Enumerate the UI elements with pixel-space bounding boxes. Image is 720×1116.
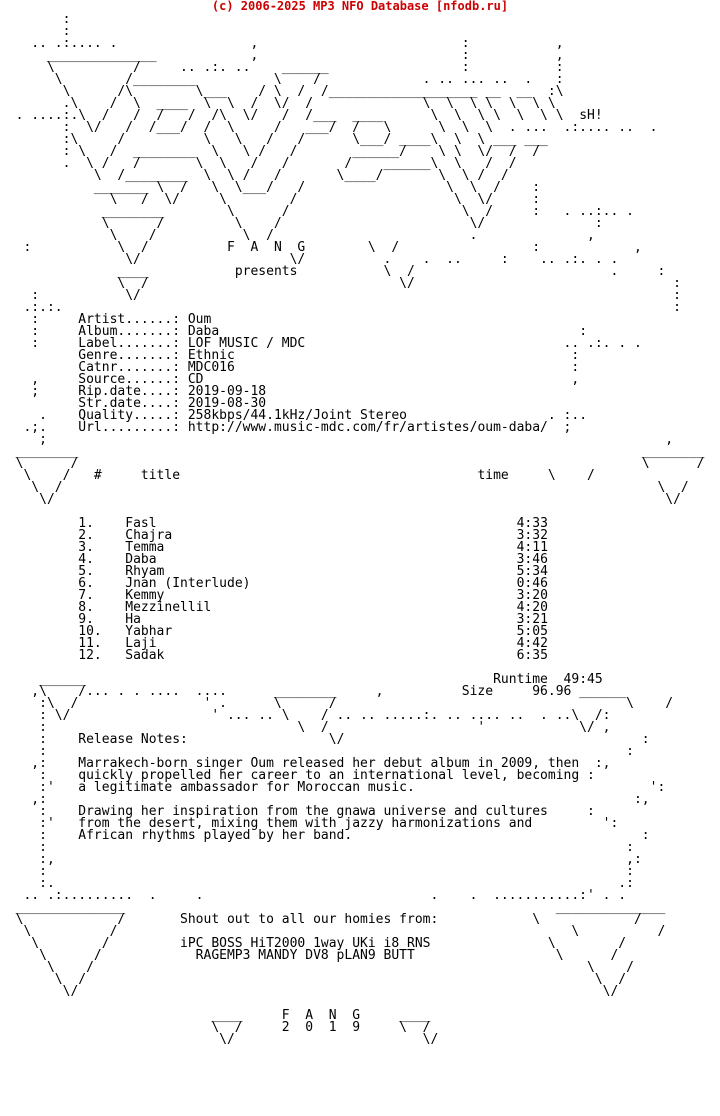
groups-line-2: RAGEMP3 MANDY DV8 pLAN9 BUTT [195,948,415,963]
track-time: 0:46 [516,576,548,591]
col-title-header: title [140,468,181,483]
runtime-value: 49:45 [563,672,603,687]
track-number: 12. [78,648,102,663]
quality-value: 258kbps/44.1kHz/Joint Stereo [187,408,408,423]
logo-presents: presents [234,264,298,279]
track-number: 9. [78,612,94,627]
track-time: 5:05 [516,624,548,639]
track-time: 3:21 [516,612,548,627]
track-time: 5:34 [516,564,548,579]
track-number: 10. [78,624,102,639]
runtime-label: Runtime [493,672,548,687]
track-time: 4:20 [516,600,548,615]
track-number: 7. [78,588,94,603]
release-notes-heading: Release Notes: [78,732,188,747]
track-number: 3. [78,540,94,555]
size-value: 96.96 [532,684,572,699]
col-num-header: # [93,468,102,483]
copyright-header [0,0,720,14]
sign-year: 2 0 1 9 [281,1020,361,1035]
url-link[interactable]: http://www.music-mdc.com/fr/artistes/oum-daba/ [187,420,548,435]
track-number: 4. [78,552,94,567]
logo-group: F A N G [226,240,306,255]
track-title: Kemmy [125,588,165,603]
track-time: 3:32 [516,528,548,543]
track-time: 4:42 [516,636,548,651]
logo-tag: sH! [579,108,603,123]
track-time: 3:46 [516,552,548,567]
label-value: LOF MUSIC / MDC [187,336,306,351]
track-time: 3:20 [516,588,548,603]
shoutout-line: Shout out to all our homies from: [180,912,439,927]
track-title: Chajra [125,528,173,543]
track-title: Daba [125,552,157,567]
catnr-value: MDC016 [187,360,235,375]
nfo-content: : : .. .:.... . , : , ______________ , : , \ / .. .:. .. ______ : : \ /________ \ / . .. ... .. . : \ /\ \___ / \ / /___________________ __ __ :\ .\ / \ ____ \ \ / \/ / \ \ \ \ \ \ \ . ....:.\ / / / / /\ \/ / /___ ____ \ \ \ \ \ \ \ sH! : \/ / /___/ / \ / ___/ / \ \ \ \ . ... .:.... .. . :\ / \ \ / / \___/ ____\ \ \ ___ ___ : \ / ________ \ \ / / ______/ \ \ \/ / / . \ / / \ \ / / / ______\ \ / / \ /________ \ \ / / \____/ \ \ / / _______ \ / \ \___/ / \ \ / : \ / \/ \ / \ \/ : ________ \ / \ / : . ..:.. . \ / \ / \/ : \ / \ / . , : \ / F A N G \ / : , \/ \/ . . .. : .. .:. . . ____ presents \ / . : \ / \/ : : \/ : .:.:. : : Artist......: Oum : Album.......: Daba : : Label.......: LOF MUSIC / MDC .. .:. . . Genre.......: Ethnic : Catnr.......: MDC016 : , Source......: CD , ; Rip.date....: 2019-09-18 Str.date....: 2019-08-30 . Quality.....: 258kbps/44.1kHz/Joint Stereo . :.. .;. Url.........: http://www.music-mdc.com/fr/artistes/oum-daba/ ; ; , ________ ________ \ / \ / \ / # title time \ / \ / \ / \/ \/ 1. Fasl 4:33 2. Chajra 3:32 3. Temma 4:11 4. Daba 3:46 5. Rhyam 5:34 6. Jnan (Interlude) 0:46 7. Kemmy 3:20 8. Mezzinellil 4:20 9. Ha 3:21 10. Yabhar 5:05 11. Laji 4:42 12. Sadak 6:35 ______ Runtime 49:45 ,\ /... . . .... .... ________ , Size 96.96 ______ :\ / ' . \ / \ / : \/ ' ... .. \ / .. .. .....:. .. .... .. . ..\ /: : \ / ' \/ , : Release Notes: \/ : : : ,: Marrakech-born singer Oum released her debut album in 2009, then :, : quickly propelled her career to an international level, becoming : :' a legitimate ambassador for Moroccan music. ': ,: :, : Drawing her inspiration from the gnawa universe and cultures : :' from the desert, mixing them with jazzy harmonizations and ': : African rhythms played by her band. : : : :, ,: : : :. .: .. .:......... . . . . ...........:' . . ______________ ______________ \ / Shout out to all our homies from: \ / \ / \ / \ / iPC BOSS HiT2000 1way UKi i8 RNS \ / \ / RAGEMP3 MANDY DV8 pLAN9 BUTT \ / \ / \ / \ / \ / \/ \/ ____ F A N G ____ \ / 2 0 1 9 \ / \/ \/ [0,12,705,1047]
groups-line-1: iPC BOSS HiT2000 1way UKi i8 RNS [180,936,431,951]
ripdate-value: 2019-09-18 [187,384,267,399]
size-label: Size [461,684,494,699]
track-title: Yabhar [125,624,173,639]
track-row [0,648,548,663]
logo-art: : : .. .:.... . , : , ______________ , : , \ / .. .:. .. ______ : : \ /________ \ / . .. ... .. . : \ /\ \___ / \ / /___________________ __ __ :\ .\ / \ ____ \ \ / \/ / \ \ \ \ \ \ \ . ....:.\ / / / / /\ \/ / /___ ____ \ \ \ \ \ \ \ [15,12,564,123]
source-value: CD [187,372,204,387]
track-list [0,516,548,663]
track-title: Laji [125,636,157,651]
album-value: Daba [187,324,220,339]
track-title: Rhyam [125,564,165,579]
track-number: 1. [78,516,94,531]
track-number: 8. [78,600,94,615]
sign-name: F A N G [281,1008,361,1023]
track-title: Temma [125,540,165,555]
genre-value: Ethnic [187,348,235,363]
track-number: 5. [78,564,94,579]
nfodb-link[interactable]: (c) 2006-2025 MP3 NFO Database [nfodb.ru] [211,0,509,13]
track-number: 2. [78,528,94,543]
track-number: 11. [78,636,102,651]
strdate-value: 2019-08-30 [187,396,267,411]
track-title: Fasl [125,516,157,531]
track-time: 6:35 [516,648,548,663]
track-number: 6. [78,576,94,591]
col-time-header: time [477,468,509,483]
track-title: Mezzinellil [125,600,212,615]
track-title: Jnan (Interlude) [125,576,251,591]
track-title: Ha [125,612,141,627]
track-time: 4:11 [516,540,548,555]
artist-value: Oum [187,312,212,327]
track-time: 4:33 [516,516,548,531]
track-title: Sadak [125,648,165,663]
